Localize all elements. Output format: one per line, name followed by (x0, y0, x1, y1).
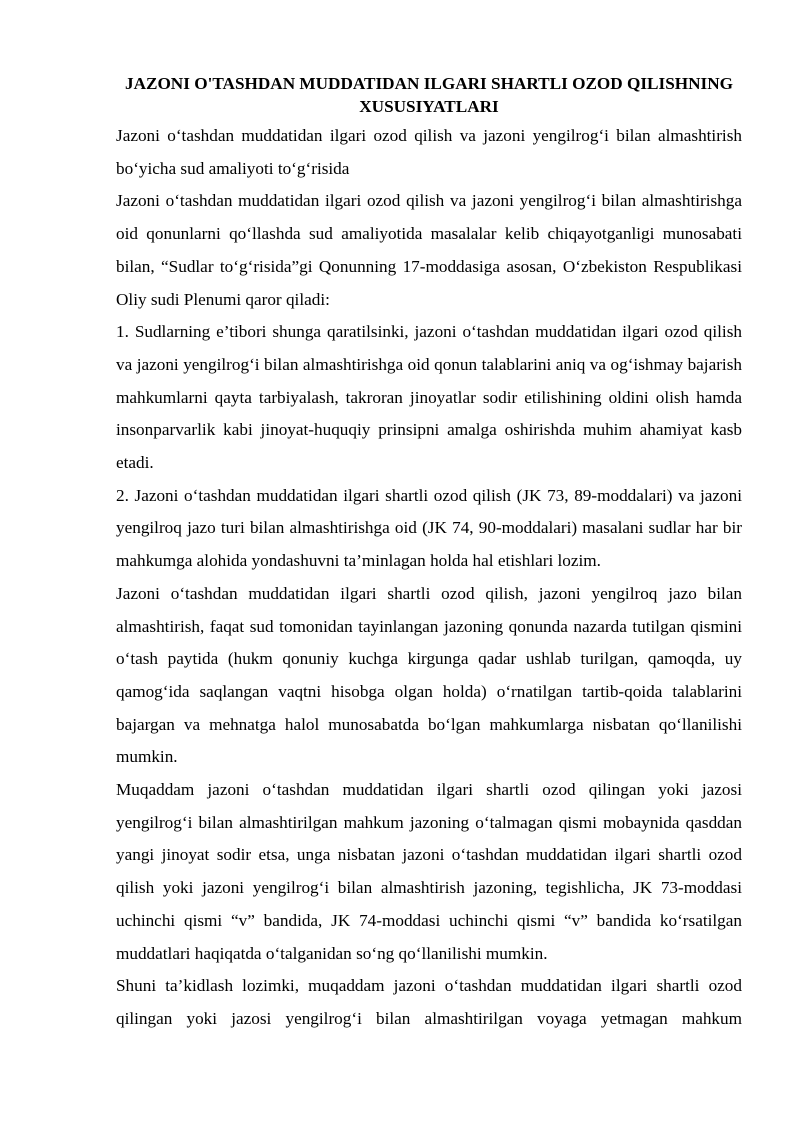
paragraph-item-2: 2. Jazoni o‘tashdan muddatidan ilgari shartli ozod qilish (JK 73, 89-moddalari) va jazoni yengilroq jazo turi bilan almashtirishga oid (JK 74, 90-moddalari) masalani sudlar har bir mahkumga alohida yondashuvni ta’minlagan holda hal etishlari lozim. (116, 485, 742, 571)
paragraph-item-1: 1. Sudlarning e’tibori shunga qaratilsinki, jazoni o‘tashdan muddatidan ilgari ozod qilish va jazoni yengilrog‘i bilan almashtirishga oid qonun talablarini aniq va og‘ishmay bajarish mahkumlarni qayta tarbiyalash, takroran jinoyatlar sodir etilishining oldini olish hamda insonparvarlik kabi jinoyat-huquqiy prinsipni amalga oshirishda muhim ahamiyat kasb etadi. (116, 322, 742, 473)
document-title: JAZONI O'TASHDAN MUDDATIDAN ILGARI SHARTLI OZOD QILISHNING XUSUSIYATLARI (124, 74, 734, 116)
paragraph-subtitle: Jazoni o‘tashdan muddatidan ilgari ozod qilish va jazoni yengilrog‘i bilan almashtirish bo‘yicha sud amaliyoti to‘g‘risida (116, 126, 742, 178)
paragraph-preamble: Jazoni o‘tashdan muddatidan ilgari ozod qilish va jazoni yengilrog‘i bilan almashtirishga oid qonunlarni qo‘llashda sud amaliyotida masalalar kelib chiqayotganligi munosabati bilan, “Sudlar to‘g‘risida”gi Qonunning 17-moddasiga asosan, O‘zbekiston Respublikasi Oliy sudi Plenumi qaror qiladi: (116, 191, 742, 309)
paragraph-juvenile: Shuni ta’kidlash lozimki, muqaddam jazoni o‘tashdan muddatidan ilgari shartli ozod qilingan yoki jazosi yengilrog‘i bilan almashtirilgan voyaga yetmagan mahkum (116, 976, 742, 1028)
document-body (116, 72, 742, 1036)
paragraph-conditions: Jazoni o‘tashdan muddatidan ilgari shartli ozod qilish, jazoni yengilroq jazo bilan almashtirish, faqat sud tomonidan tayinlangan jazoning qonunda nazarda tutilgan qismini o‘tash paytida (hukm qonuniy kuchga kirgunga qadar ushlab turilgan, qamoqda, uy qamog‘ida saqlangan vaqtni hisobga olgan holda) o‘rnatilgan tartib-qoida talablarini bajargan va mehnatga halol munosabatda bo‘lgan mahkumlarga nisbatan qo‘llanilishi mumkin. (116, 583, 742, 767)
paragraph-repeat-offense: Muqaddam jazoni o‘tashdan muddatidan ilgari shartli ozod qilingan yoki jazosi yengilrog‘i bilan almashtirilgan mahkum jazoning o‘talmagan qismi mobaynida qasddan yangi jinoyat sodir etsa, unga nisbatan jazoni o‘tashdan muddatidan ilgari shartli ozod qilish yoki jazoni yengilrog‘i bilan almashtirish jazoning, tegishlicha, JK 73-moddasi uchinchi qismi “v” bandida, JK 74-moddasi uchinchi qismi “v” bandida ko‘rsatilgan muddatlari haqiqatda o‘talganidan so‘ng qo‘llanilishi mumkin. (116, 780, 742, 963)
